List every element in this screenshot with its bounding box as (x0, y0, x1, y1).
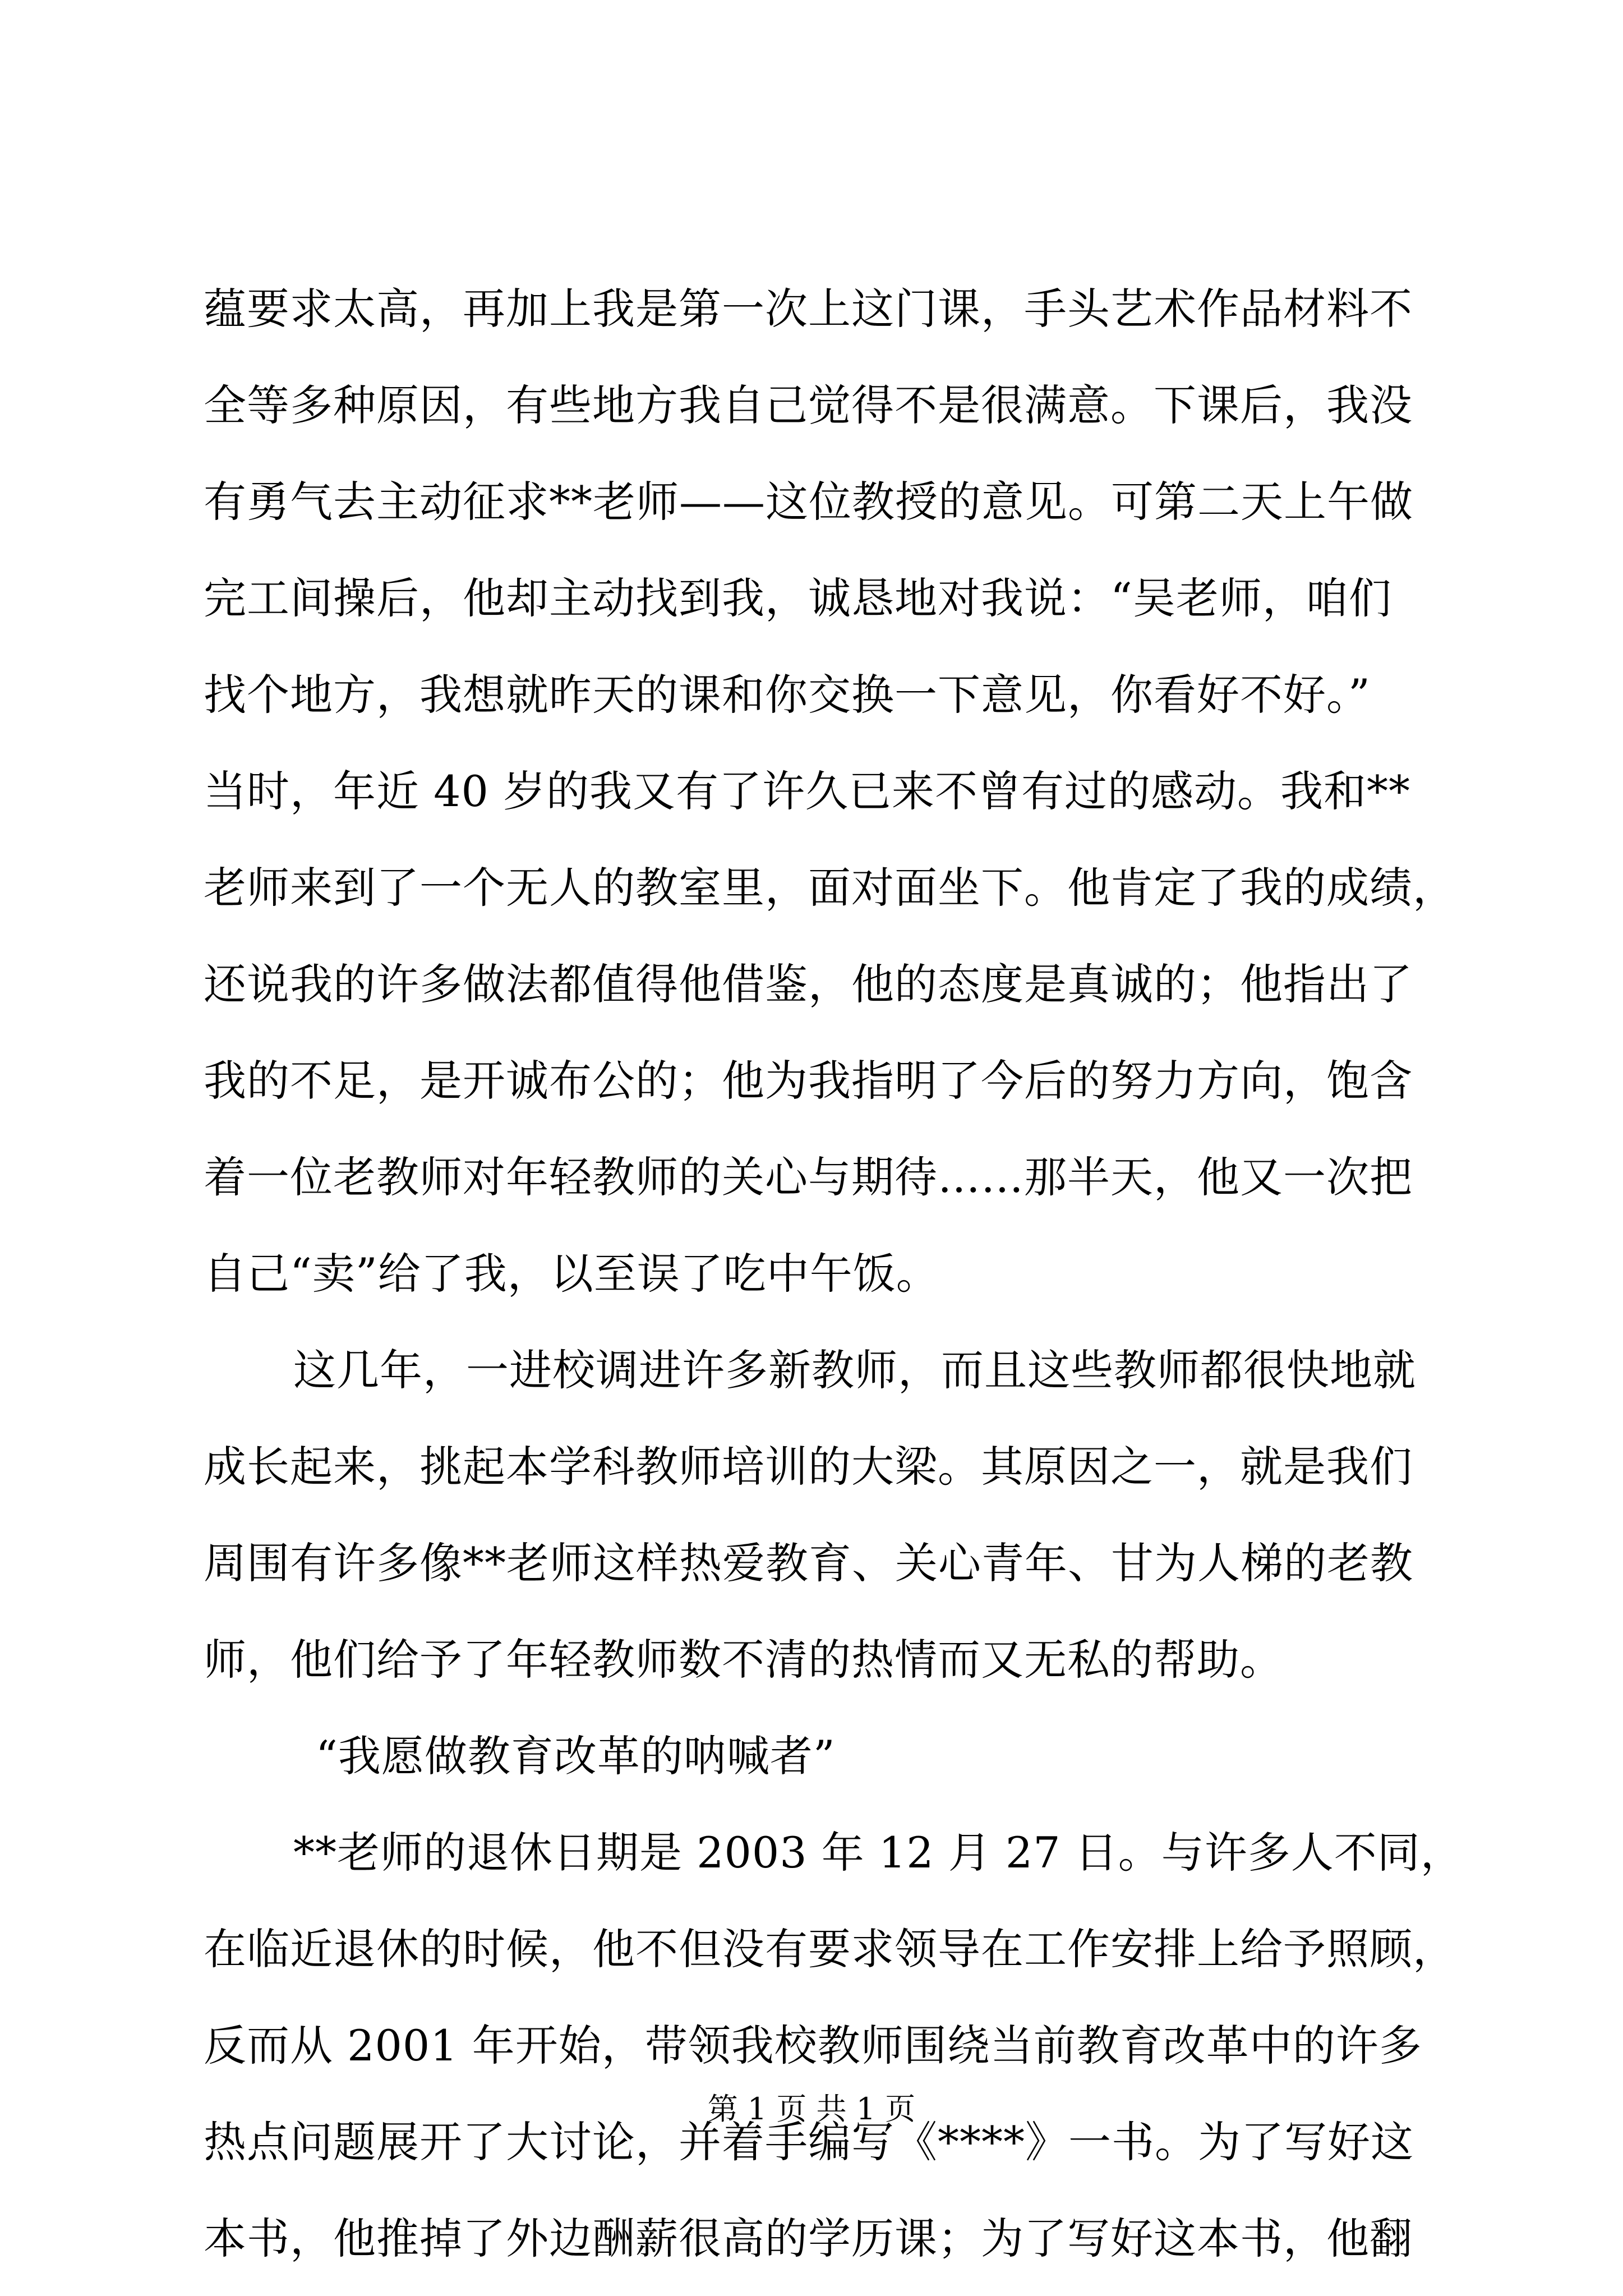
text-line: 蕴要求太高，再加上我是第一次上这门课，手头艺术作品材料不 (204, 284, 1413, 334)
text-line: 周围有许多像**老师这样热爱教育、关心青年、甘为人梯的老教 (204, 1538, 1413, 1588)
text-line: 完工间操后，他却主动找到我，诚恳地对我说：“吴老师，咱们 (204, 573, 1392, 623)
text-line: 全等多种原因，有些地方我自己觉得不是很满意。下课后，我没 (204, 380, 1413, 430)
text-line: 老师来到了一个无人的教室里，面对面坐下。他肯定了我的成绩， (204, 863, 1456, 913)
text-line: 热点问题展开了大讨论，并着手编写《****》一书。为了写好这 (204, 2117, 1414, 2167)
text-line: 还说我的许多做法都值得他借鉴，他的态度是真诚的；他指出了 (204, 959, 1413, 1009)
section-heading: “我愿做教育改革的呐喊者” (316, 1731, 836, 1781)
text-line: 当时，年近 40 岁的我又有了许久已来不曾有过的感动。我和** (204, 766, 1411, 816)
body-text (204, 261, 1464, 2287)
text-line: 自己“卖”给了我，以至误了吃中午饭。 (204, 1249, 939, 1299)
paragraph-start-line: **老师的退休日期是 2003 年 12 月 27 日。与许多人不同， (293, 1828, 1464, 1878)
text-line: 师，他们给予了年轻教师数不清的热情而又无私的帮助。 (204, 1635, 1283, 1685)
text-line: 我的不足，是开诚布公的；他为我指明了今后的努力方向，饱含 (204, 1056, 1413, 1106)
text-line: 有勇气去主动征求**老师——这位教授的意见。可第二天上午做 (204, 477, 1413, 527)
text-line: 着一位老教师对年轻教师的关心与期待……那半天，他又一次把 (204, 1152, 1413, 1202)
paragraph-start-line: 这几年，一进校调进许多新教师，而且这些教师都很快地就 (293, 1345, 1416, 1395)
text-line: 反而从 2001 年开始，带领我校教师围绕当前教育改革中的许多 (204, 2021, 1422, 2070)
text-line: 本书，他推掉了外边酬薪很高的学历课；为了写好这本书，他翻 (204, 2214, 1413, 2263)
text-line: 在临近退休的时候，他不但没有要求领导在工作安排上给予照顾， (204, 1924, 1456, 1974)
text-line: 找个地方，我想就昨天的课和你交换一下意见，你看好不好。” (204, 670, 1371, 720)
page-number-footer: 第 1 页 共 1 页 (707, 2091, 916, 2127)
text-line: 成长起来，挑起本学科教师培训的大梁。其原因之一，就是我们 (204, 1442, 1413, 1492)
